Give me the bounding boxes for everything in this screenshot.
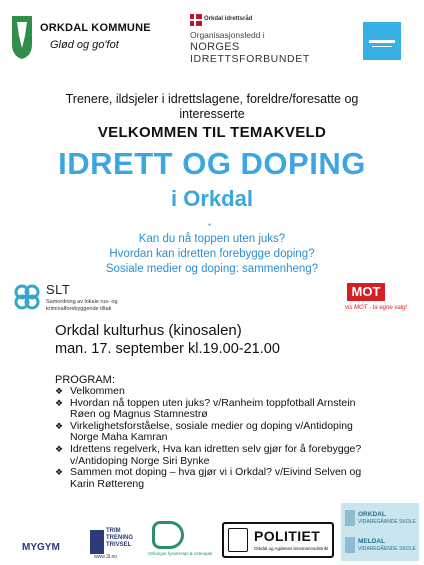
program-item-title: Virkelighetsforståelse, sosiale medier og doping <box>70 419 293 432</box>
school-type: VIDAREGÅENDE SKOLE <box>358 546 416 552</box>
program-item-detail: v/Eivind Selven og Karin Røttereng <box>70 466 362 490</box>
idrettsrad-logo <box>190 14 320 66</box>
orkdal-kommune-name: ORKDAL KOMMUNE <box>40 22 151 34</box>
intro-line2: interesserte <box>179 107 245 121</box>
program-item-detail: v/Antidoping Norge Siri Bynke <box>70 454 210 467</box>
main-title: IDRETT OG DOPING <box>58 146 366 181</box>
idrettsrad-name: Orkdal idrettsråd <box>204 16 253 22</box>
welcome-heading: VELKOMMEN TIL TEMAKVELD <box>97 124 327 141</box>
logo-bar-thin <box>372 46 392 47</box>
program-item-title: Velkommen <box>70 385 125 397</box>
meldal-school-logo <box>345 534 417 558</box>
fysioterapi-logo <box>148 521 218 561</box>
antidoping-logo <box>363 22 401 60</box>
program-item-detail: v/Ranheim toppfotball Arnstein Røen og Magnus Stamnestrø <box>70 396 356 421</box>
school-type: VIDAREGÅANDE SKOLE <box>358 519 416 525</box>
program-item <box>55 467 365 490</box>
diamond-bullet-icon: ❖ <box>55 443 64 454</box>
nif-line2: NORGES <box>190 41 240 53</box>
diamond-bullet-icon: ❖ <box>55 397 64 408</box>
question-item: Hvordan kan idretten forebygge doping? <box>109 248 315 260</box>
program-item-title: Hvordan nå toppen uten juks? <box>70 396 211 409</box>
orkdal-kommune-logo <box>10 14 180 62</box>
program-item-title: Sammen mot doping – hva gjør vi i Orkdal? <box>70 466 272 479</box>
school-name: ORKDAL <box>358 511 386 518</box>
nif-logo-icon <box>190 14 202 26</box>
trim-mark-icon <box>90 530 104 554</box>
school-icon <box>345 537 355 553</box>
nif-line1: Organisasjonsledd i <box>190 30 265 40</box>
school-name: MELDAL <box>358 538 386 545</box>
politiet-logo <box>222 522 334 558</box>
nif-line3: IDRETTSFORBUNDET <box>190 53 310 65</box>
question-item: Sosiale medier og doping: sammenheng? <box>105 263 319 275</box>
politiet-district: Orkdal og Agdenes lensmannsdistrikt <box>254 546 329 551</box>
police-emblem-icon <box>228 528 248 552</box>
orkdal-slogan: Glød og go'fot <box>50 39 119 51</box>
program-item-title: Idrettens regelverk, Hva kan idretten selv gjør for å forebygge? <box>70 442 362 455</box>
slt-description-line2: kriminalforebyggende tiltak <box>46 306 112 312</box>
program-heading: PROGRAM: <box>55 374 115 386</box>
trim-url: www.3t.no <box>94 554 118 560</box>
slt-description-line1: Samordning av lokale rus- og <box>46 299 118 305</box>
mot-logo <box>343 283 413 323</box>
intro-text <box>0 92 424 122</box>
schools-logo-panel <box>341 503 419 561</box>
mygym-name: MYGYM <box>22 542 60 553</box>
slt-logo <box>12 282 187 322</box>
slt-title: SLT <box>46 282 71 297</box>
question-item: Kan du nå toppen uten juks? <box>138 233 286 245</box>
mot-slogan: vis MOT - ta egne valg! <box>345 305 408 311</box>
program-list <box>55 386 365 490</box>
diamond-bullet-icon: ❖ <box>55 467 64 478</box>
diamond-bullet-icon: ❖ <box>55 386 64 396</box>
event-datetime: man. 17. september kl.19.00-21.00 <box>55 341 280 357</box>
logo-bar <box>369 40 395 43</box>
sub-title: i Orkdal <box>171 186 253 211</box>
slt-knot-icon <box>12 282 42 312</box>
fysioterapi-name: Orkanger fysioterapi & osteopati <box>148 551 213 556</box>
program-item-detail: v/Antidoping Norge Maha Kamran <box>70 419 353 444</box>
program-item <box>55 421 365 444</box>
school-icon <box>345 510 355 526</box>
venue: Orkdal kulturhus (kinosalen) <box>55 322 242 339</box>
fysioterapi-shape-icon <box>152 521 184 549</box>
trim-logo <box>90 528 140 560</box>
mot-badge <box>347 283 385 301</box>
program-item <box>55 398 365 421</box>
intro-line1: Trenere, ildsjeler i idrettslagene, foreldre/foresatte og <box>65 92 359 106</box>
mot-name: MOT <box>351 284 381 299</box>
mygym-logo <box>22 537 84 553</box>
orkdal-shield-icon <box>10 14 34 60</box>
question-list <box>0 232 424 277</box>
trim-line3: TRIVSEL <box>106 542 132 548</box>
diamond-bullet-icon: ❖ <box>55 420 64 431</box>
politiet-name: POLITIET <box>254 528 321 544</box>
trim-line1: TRIM <box>106 528 121 534</box>
orkdal-school-logo <box>345 507 417 531</box>
trim-line2: TRENING <box>106 535 133 541</box>
decorative-dot: ● <box>208 222 212 228</box>
program-item <box>55 444 365 467</box>
